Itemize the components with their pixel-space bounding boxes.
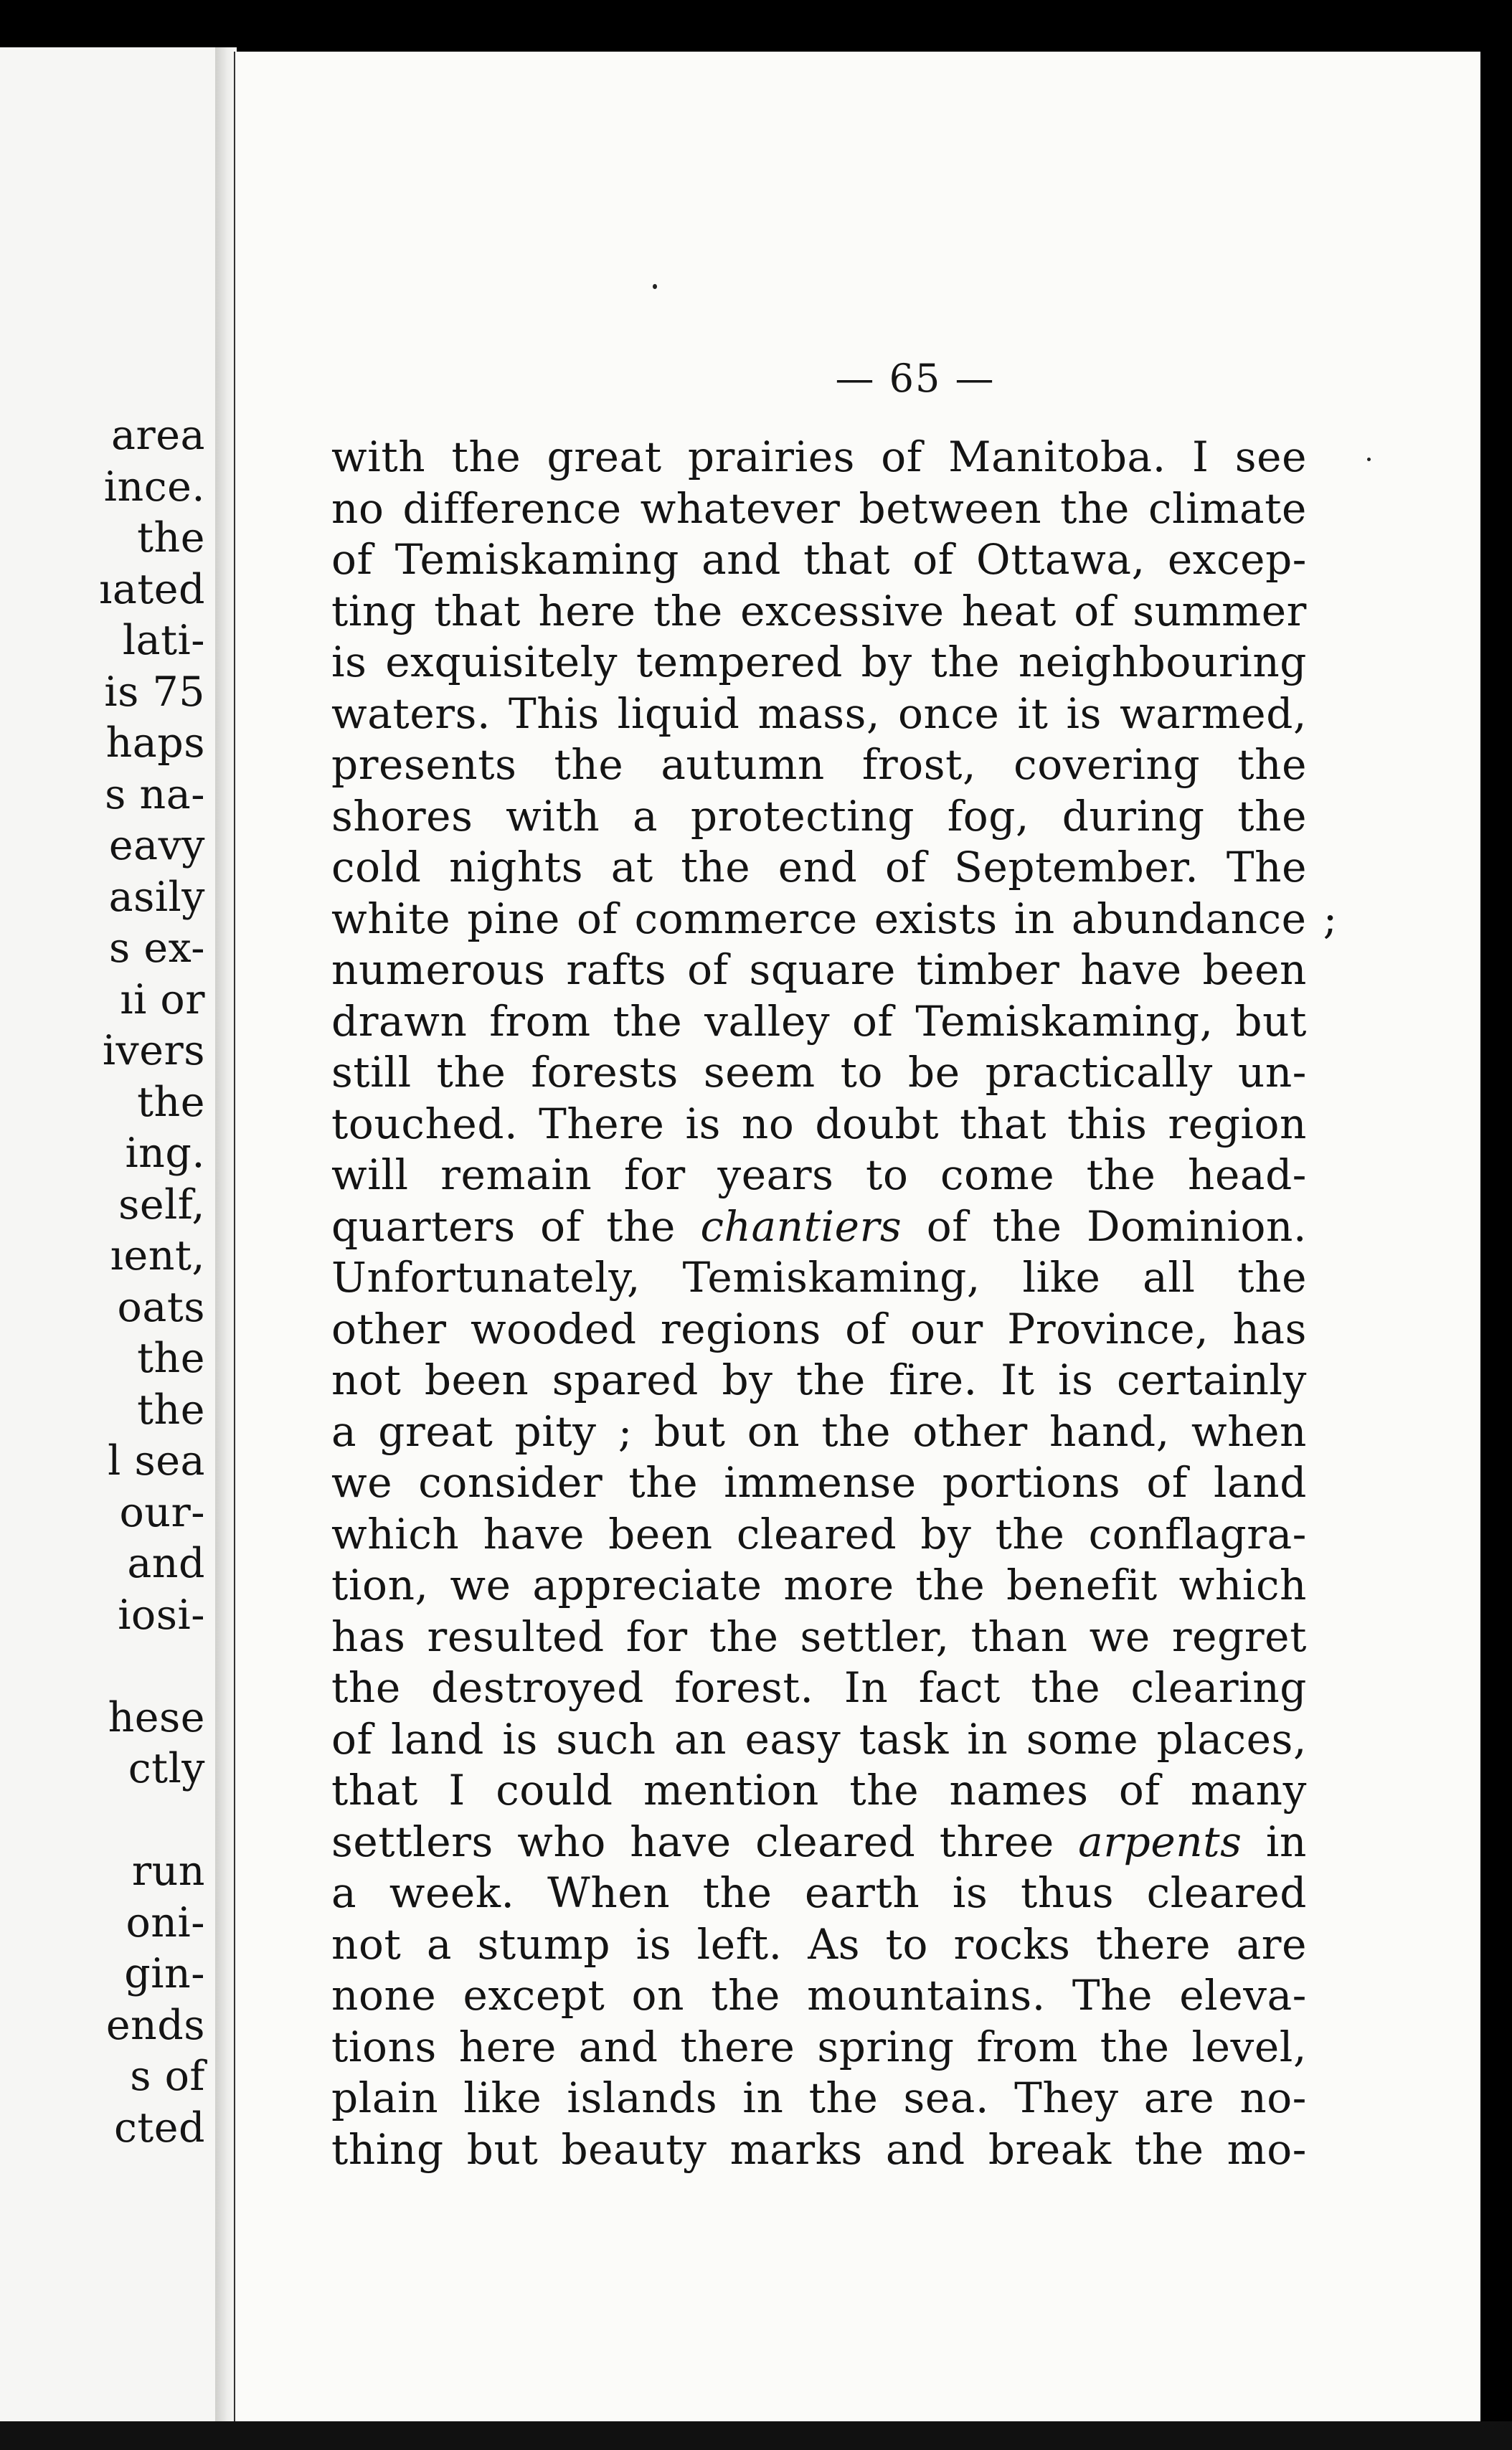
body-line xyxy=(331,534,1307,586)
body-line-text: in xyxy=(1242,1817,1307,1866)
left-page-fragment: is 75 xyxy=(104,668,205,716)
body-line xyxy=(331,1765,1307,1817)
left-page-fragment: s na- xyxy=(105,770,205,818)
body-line xyxy=(331,1355,1307,1406)
left-page-fragment: haps xyxy=(105,719,205,767)
body-line xyxy=(331,1304,1307,1356)
body-line-text: the destroyed forest. In fact the clearing xyxy=(331,1663,1307,1712)
body-line xyxy=(331,945,1307,996)
body-line-text: waters. This liquid mass, once it is warmed, xyxy=(331,689,1307,738)
body-line-text: shores with a protecting fog, during the xyxy=(331,791,1307,841)
body-line-text: cold nights at the end of September. The xyxy=(331,843,1307,891)
scan-speck xyxy=(1367,458,1371,461)
body-line xyxy=(331,1406,1307,1458)
body-line-text: of Temiskaming and that of Ottawa, excep- xyxy=(331,535,1307,584)
body-line-text: a week. When the earth is thus cleared xyxy=(331,1868,1307,1917)
body-line xyxy=(331,2073,1307,2124)
body-line-text: ting that here the excessive heat of summer xyxy=(331,586,1307,635)
left-page-fragment: our- xyxy=(119,1488,205,1536)
body-line xyxy=(331,1662,1307,1714)
scan-background-right xyxy=(1480,0,1512,2450)
body-line xyxy=(331,1201,1307,1253)
left-page-fragment: and xyxy=(127,1540,205,1587)
body-line xyxy=(331,1252,1307,1304)
body-line xyxy=(331,791,1307,843)
body-line-text: with the great prairies of Manitoba. I see xyxy=(331,432,1307,481)
body-line-text: that I could mention the names of many xyxy=(331,1766,1307,1815)
left-page-fragment: ivers xyxy=(102,1027,205,1074)
body-line-text: no difference whatever between the climate xyxy=(331,483,1307,533)
left-page-fragment: oni- xyxy=(126,1898,205,1947)
left-page-fragment: cted xyxy=(113,2104,205,2152)
body-line-text: not been spared by the fire. It is certainly xyxy=(331,1356,1307,1404)
body-line-text: numerous rafts of square timber have been xyxy=(331,945,1307,994)
body-line-text: other wooded regions of our Province, has xyxy=(331,1304,1307,1353)
body-line-text: which have been cleared by the conflagra- xyxy=(331,1509,1307,1559)
left-page-fragment: eavy xyxy=(108,822,205,869)
left-page-fragment: s of xyxy=(130,2053,205,2100)
page-number: — 65 — xyxy=(835,356,996,401)
body-line-text: still the forests seem to be practically un- xyxy=(331,1048,1307,1097)
body-text xyxy=(331,432,1338,2175)
body-line xyxy=(331,1612,1307,1663)
body-line-text: a great pity ; but on the other hand, when xyxy=(331,1406,1307,1456)
scan-background-bottom xyxy=(0,2421,1512,2450)
body-line-text: quarters of the xyxy=(331,1201,701,1251)
scan-speck xyxy=(653,284,657,289)
body-line xyxy=(331,1560,1307,1612)
body-line-text: of land is such an easy task in some places, xyxy=(331,1714,1307,1764)
body-line xyxy=(331,2022,1307,2073)
body-line xyxy=(331,1047,1307,1099)
left-page-fragment: the xyxy=(137,514,205,562)
left-page-fragment: the xyxy=(137,1386,205,1434)
left-page-fragment: ends xyxy=(105,2001,205,2049)
left-page-fragment: run xyxy=(131,1848,205,1895)
left-page-fragment: ıi or xyxy=(120,975,205,1023)
left-page-fragment: self, xyxy=(118,1181,205,1229)
body-line xyxy=(331,996,1307,1048)
body-line-text: touched. There is no doubt that this region xyxy=(331,1099,1307,1148)
body-line-text: settlers who have cleared three xyxy=(331,1817,1079,1866)
body-line-text: plain like islands in the sea. They are no- xyxy=(331,2073,1307,2122)
body-line-text: of the Dominion. xyxy=(902,1201,1307,1251)
body-line xyxy=(331,1919,1307,1971)
italic-term: chantiers xyxy=(700,1201,902,1251)
left-page-fragment: ing. xyxy=(125,1130,205,1177)
body-line xyxy=(331,1150,1307,1201)
body-line xyxy=(331,1970,1307,2022)
left-page-fragment: ctly xyxy=(128,1745,205,1792)
body-line-text: drawn from the valley of Temiskaming, but xyxy=(331,996,1307,1046)
body-line-text: we consider the immense portions of land xyxy=(331,1458,1307,1507)
body-line-text: is exquisitely tempered by the neighbouring xyxy=(331,638,1307,686)
body-line xyxy=(331,432,1307,483)
body-line xyxy=(331,894,1338,945)
body-line-text: white pine of commerce exists in abundance ; xyxy=(331,894,1338,943)
left-page-fragment: the xyxy=(137,1335,205,1382)
body-line-text: thing but beauty marks and break the mo- xyxy=(331,2124,1307,2174)
body-line-text: has resulted for the settler, than we regret xyxy=(331,1612,1307,1661)
body-line xyxy=(331,483,1307,535)
body-line-text: tion, we appreciate more the benefit which xyxy=(331,1561,1307,1609)
left-page-fragment: ince. xyxy=(103,463,205,511)
body-line xyxy=(331,689,1307,740)
body-line xyxy=(331,1817,1307,1868)
left-page-fragment: area xyxy=(111,412,205,459)
left-page-fragment: gin- xyxy=(124,1950,205,1997)
body-line xyxy=(331,1868,1307,1919)
body-line-text: Unfortunately, Temiskaming, like all the xyxy=(331,1253,1307,1302)
italic-term: arpents xyxy=(1078,1817,1242,1866)
scan-background-top xyxy=(0,0,1512,50)
left-page-fragment: hese xyxy=(108,1693,205,1741)
body-line xyxy=(331,1457,1307,1509)
body-line xyxy=(331,586,1307,638)
left-page-fragment: l sea xyxy=(108,1437,205,1485)
body-line xyxy=(331,842,1307,894)
body-line xyxy=(331,637,1307,689)
left-page-fragment: iosi- xyxy=(118,1591,205,1639)
body-line-text: presents the autumn frost, covering the xyxy=(331,740,1307,789)
left-page-fragment: lati- xyxy=(122,617,205,664)
left-page-fragment: ıent, xyxy=(110,1232,205,1280)
body-line-text: none except on the mountains. The eleva- xyxy=(331,1971,1307,2020)
body-line-text: not a stump is left. As to rocks there are xyxy=(331,1919,1307,1969)
body-line xyxy=(331,1509,1307,1561)
left-page-fragment: the xyxy=(137,1078,205,1126)
body-line xyxy=(331,2124,1307,2176)
left-page-fragment: ıated xyxy=(99,565,205,613)
right-page xyxy=(234,52,1503,2421)
body-line-text: will remain for years to come the head- xyxy=(331,1150,1307,1199)
left-page-partial xyxy=(0,47,217,2421)
body-line xyxy=(331,1099,1307,1150)
body-line xyxy=(331,739,1307,791)
body-line-text: tions here and there spring from the level, xyxy=(331,2022,1307,2071)
body-line xyxy=(331,1714,1307,1766)
left-page-fragment: asily xyxy=(108,873,205,921)
left-page-fragment: oats xyxy=(117,1283,205,1331)
left-page-fragment: s ex- xyxy=(108,924,205,972)
